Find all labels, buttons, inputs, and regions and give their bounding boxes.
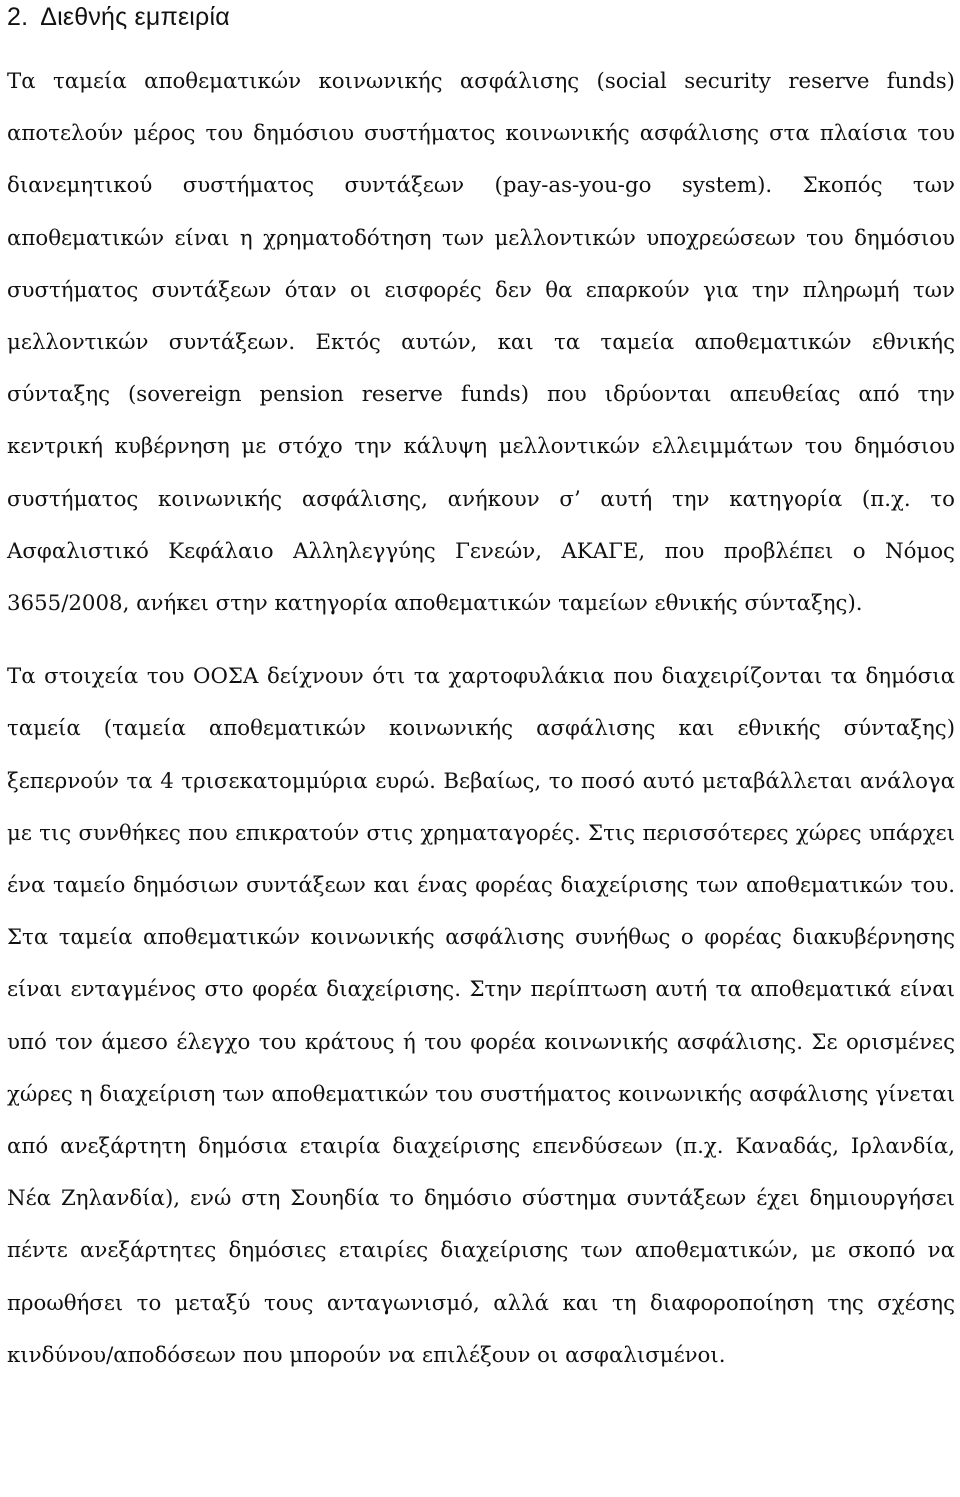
document-page (7, 0, 955, 1382)
section-heading (7, 0, 955, 34)
paragraph-reserve-funds: Τα ταμεία αποθεματικών κοινωνικής ασφάλισης (social security reserve funds) αποτελούν μέρος του δημόσιου συστήματος κοινωνικής ασφάλισης στα πλαίσια του διανεμητικού συστήματος συντάξεων (pay-as-you-go system). Σκοπός των αποθεματικών είναι η χρηματοδότηση των μελλοντικών υποχρεώσεων του δημόσιου συστήματος συντάξεων όταν οι εισφορές δεν θα επαρκούν για την πληρωμή των μελλοντικών συντάξεων. Εκτός αυτών, και τα ταμεία αποθεματικών εθνικής σύνταξης (sovereign pension reserve funds) που ιδρύονται απευθείας από την κεντρική κυβέρνηση με στόχο την κάλυψη μελλοντικών ελλειμμάτων του δημόσιου συστήματος κοινωνικής ασφάλισης, ανήκουν σ’ αυτή την κατηγορία (π.χ. το Ασφαλιστικό Κεφάλαιο Αλληλεγγύης Γενεών, ΑΚΑΓΕ, που προβλέπει ο Νόμος 3655/2008, ανήκει στην κατηγορία αποθεματικών ταμείων εθνικής σύνταξης). (7, 69, 955, 617)
paragraph-oecd-data: Τα στοιχεία του ΟΟΣΑ δείχνουν ότι τα χαρτοφυλάκια που διαχειρίζονται τα δημόσια ταμεία (ταμεία αποθεματικών κοινωνικής ασφάλισης και εθνικής σύνταξης) ξεπερνούν τα 4 τρισεκατομμύρια ευρώ. Βεβαίως, το ποσό αυτό μεταβάλλεται ανάλογα με τις συνθήκες που επικρατούν στις χρηματαγορές. Στις περισσότερες χώρες υπάρχει ένα ταμείο δημόσιων συντάξεων και ένας φορέας διαχείρισης των αποθεματικών του. Στα ταμεία αποθεματικών κοινωνικής ασφάλισης συνήθως ο φορέας διακυβέρνησης είναι ενταγμένος στο φορέα διαχείρισης. Στην περίπτωση αυτή τα αποθεματικά είναι υπό τον άμεσο έλεγχο του κράτους ή του φορέα κοινωνικής ασφάλισης. Σε ορισμένες χώρες η διαχείριση των αποθεματικών του συστήματος κοινωνικής ασφάλισης γίνεται από ανεξάρτητη δημόσια εταιρία διαχείρισης επενδύσεων (π.χ. Καναδάς, Ιρλανδία, Νέα Ζηλανδία), ενώ στη Σουηδία το δημόσιο σύστημα συντάξεων έχει δημιουργήσει πέντε ανεξάρτητες δημόσιες εταιρίες διαχείρισης των αποθεματικών, με σκοπό να προωθήσει το μεταξύ τους ανταγωνισμό, αλλά και τη διαφοροποίηση της σχέσης κινδύνου/αποδόσεων που μπορούν να επιλέξουν οι ασφαλισμένοι. (7, 664, 955, 1368)
section-title: Διεθνής εμπειρία (40, 3, 230, 31)
section-number: 2. (7, 3, 29, 31)
